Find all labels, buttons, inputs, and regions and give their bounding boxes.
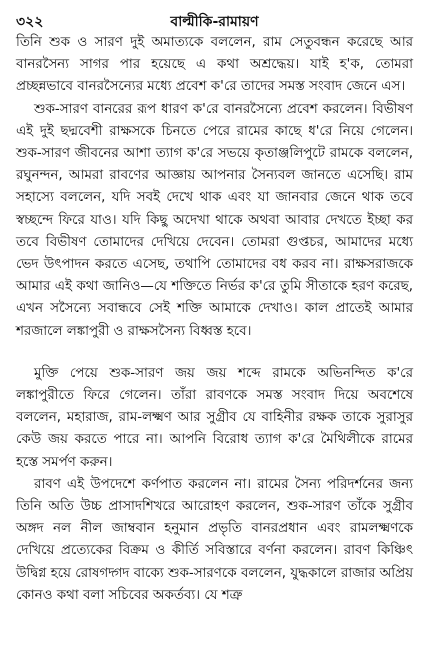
paragraph: রাবণ এই উপদেশে কর্ণপাত করলেন না। রামের সৈন্য পরিদর্শনের জন্য তিনি অতি উচ্চ প্রাসাদশিখরে আরোহণ করলেন, শুক-সারণ তাঁকে সুগ্রীব অঙ্গদ নল নীল জাম্ববান হনুমান প্রভৃতি বানরপ্রধান এবং রামলক্ষ্মণকে দেখিয়ে প্রত্যেকের বিক্রম ও কীর্তি সবিস্তারে বর্ণনা করলেন। রাবণ কিঞ্চিৎ উদ্বিগ্ন হয়ে রোষগদ্গদ বাক্যে শুক-সারণকে বললেন, যুদ্ধকালে রাজার অপ্রিয় কোনও কথা বলা সচিবের অকর্তব্য। যে শত্রু [16,476,413,603]
paragraph: মুক্তি পেয়ে শুক-সারণ জয় জয় শব্দে রামকে অভিনন্দিত ক'রে লঙ্কাপুরীতে ফিরে গেলেন। তাঁরা রাবণকে সমস্ত সংবাদ দিয়ে অবশেষে বললেন, মহারাজ, রাম-লক্ষ্মণ আর সুগ্রীব যে বাহিনীর রক্ষক তাকে সুরাসুর কেউ জয় করতে পারে না। আপনি বিরোধ ত্যাগ ক'রে মৈথিলীকে রামের হস্তে সমর্পণ করুন। [16,365,413,470]
page-header [16,6,413,32]
body-text [16,32,413,607]
section-break [16,343,413,363]
running-title: বাল্মীকি-রামায়ণ [170,14,259,30]
paragraph: তিনি শুক ও সারণ দুই অমাত্যকে বললেন, রাম সেতুবন্ধন করেছে আর বানরসৈন্য সাগর পার হয়েছে এ কথা অশ্রদ্ধেয়। যাই হ'ক, তোমরা প্রচ্ছন্নভাবে বানরসৈন্যের মধ্যে প্রবেশ ক'রে তাদের সমস্ত সংবাদ জেনে এস। [16,35,413,95]
paragraph: শুক-সারণ বানরের রূপ ধারণ ক'রে বানরসৈন্যে প্রবেশ করলেন। বিভীষণ এই দুই ছদ্মবেশী রাক্ষসকে চিনতে পেরে রামের কাছে ধ'রে নিয়ে গেলেন। শুক-সারণ জীবনের আশা ত্যাগ ক'রে সভয়ে কৃতাঞ্জলিপুটে রামকে বললেন, রঘুনন্দন, আমরা রাবণের আজ্ঞায় আপনার সৈন্যবল জানতে এসেছি। রাম সহাস্যে বললেন, যদি সবই দেখে থাক এবং যা জানবার জেনে থাক তবে স্বচ্ছন্দে ফিরে যাও। যদি কিছু অদেখা থাকে অথবা আবার দেখতে ইচ্ছা কর তবে বিভীষণ তোমাদের দেখিয়ে দেবেন। তোমরা গুপ্তচর, আমাদের মধ্যে ভেদ উৎপাদন করতে এসেছ, তথাপি তোমাদের বধ করব না। রাক্ষসরাজকে আমার এই কথা জানিও—যে শক্তিতে নির্ভর ক'রে তুমি সীতাকে হরণ করেছ, এখন সসৈন্যে সবান্ধবে সেই শক্তি আমাকে দেখাও। কাল প্রাতেই আমার শরজালে লঙ্কাপুরী ও রাক্ষসসৈন্য বিধ্বস্ত হবে। [16,101,413,339]
page-number: ৩২২ [16,14,44,30]
